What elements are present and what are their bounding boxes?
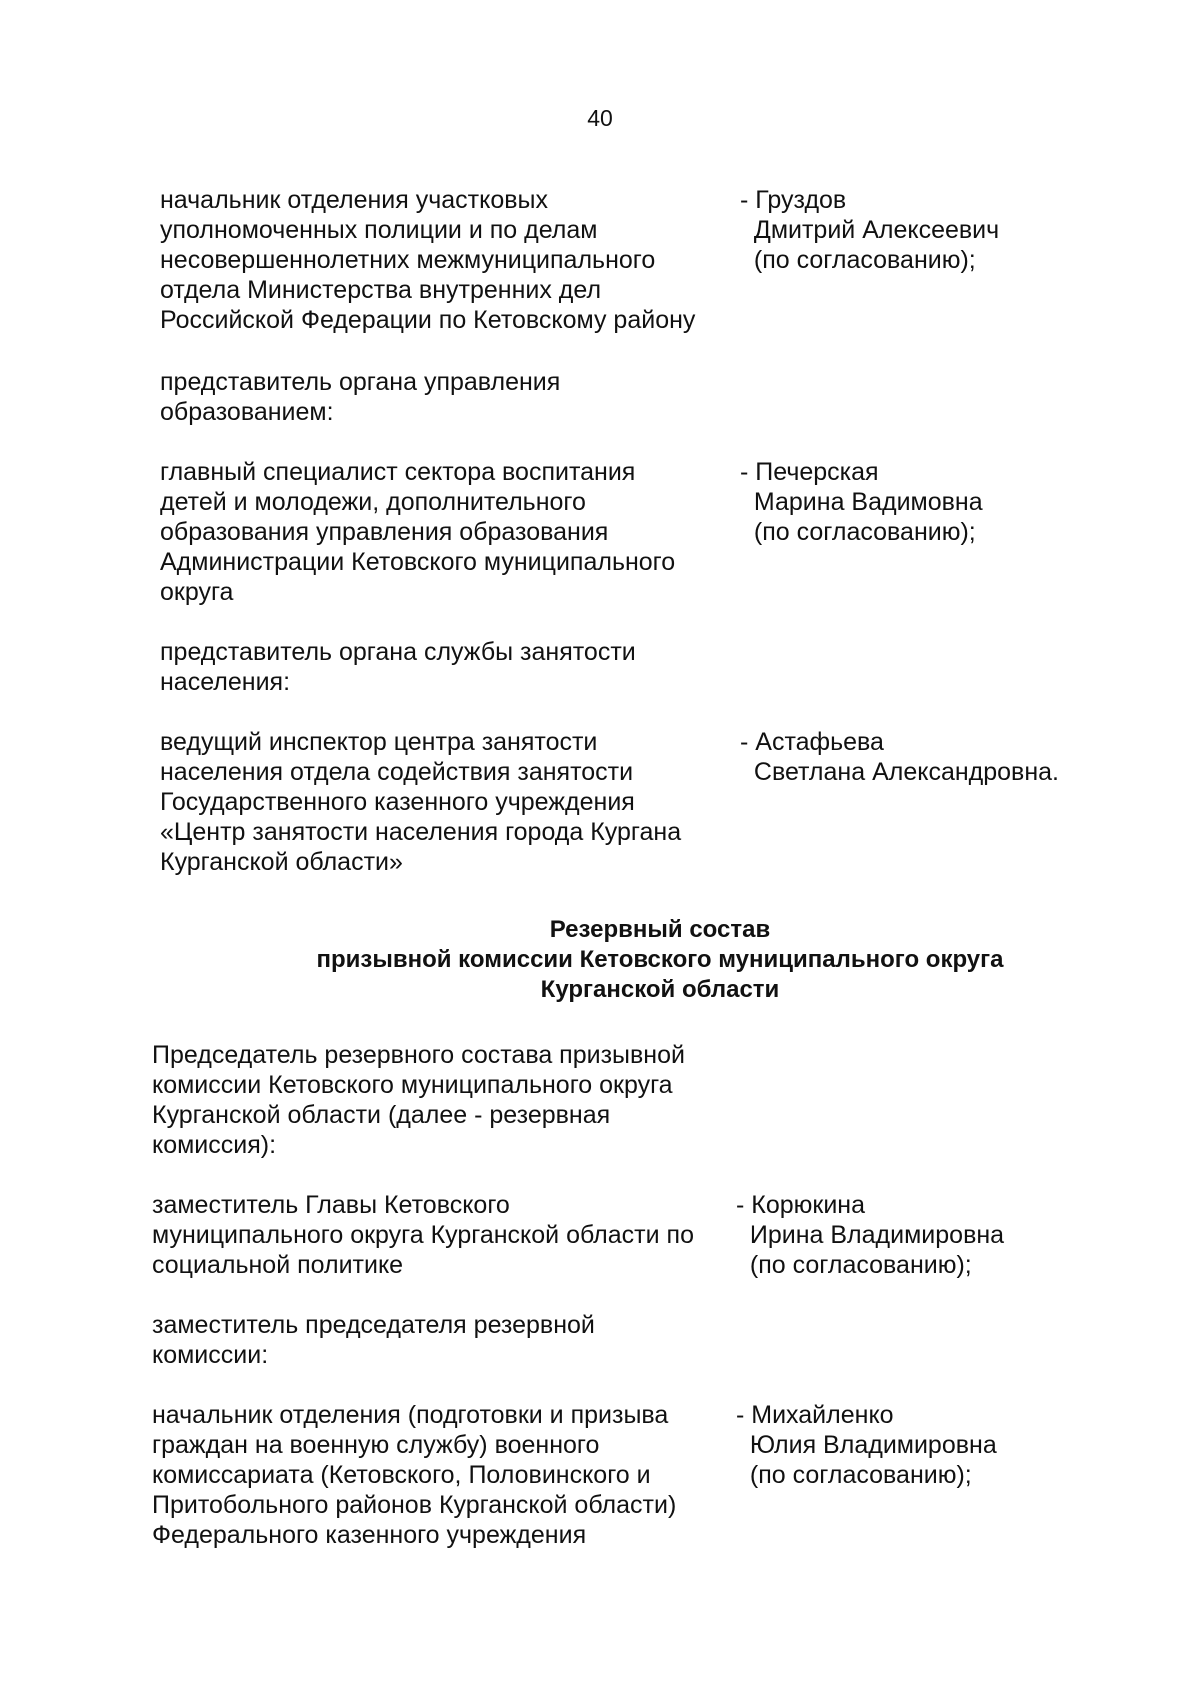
position-text: главный специалист сектора воспитания детей и молодежи, дополнительного образования управления образования Администрации Кетовского муниципального округа <box>160 458 676 606</box>
person-name: - Груздов Дмитрий Алексеевич (по согласованию); <box>740 186 1000 274</box>
position-text: ведущий инспектор центра занятости населения отдела содействия занятости Государственного казенного учреждения «Центр занятости населения города Кургана Курганской области» <box>160 728 682 876</box>
position-text: представитель органа службы занятости населения: <box>160 638 636 696</box>
page-number: 40 <box>587 105 613 131</box>
heading-line-2: призывной комиссии Кетовского муниципального округа <box>316 946 1004 973</box>
person-name: - Печерская Марина Вадимовна (по согласованию); <box>740 458 983 546</box>
section-heading <box>0 915 1200 1005</box>
position-text: начальник отделения участковых уполномоченных полиции и по делам несовершеннолетних межмуниципального отдела Министерства внутренних дел Российской Федерации по Кетовскому району <box>160 186 696 334</box>
person-name: - Михайленко Юлия Владимировна (по согласованию); <box>736 1401 997 1489</box>
heading-line-3: Курганской области <box>540 976 780 1003</box>
position-text: заместитель председателя резервной комиссии: <box>152 1311 595 1369</box>
person-name: - Астафьева Светлана Александровна. <box>740 728 1059 786</box>
position-text: заместитель Главы Кетовского муниципального округа Курганской области по социальной политике <box>152 1191 694 1279</box>
position-text: представитель органа управления образованием: <box>160 368 561 426</box>
heading-line-1: Резервный состав <box>549 916 771 943</box>
position-text: Председатель резервного состава призывной комиссии Кетовского муниципального округа Курганской области (далее - резервная комиссия): <box>152 1041 685 1159</box>
position-text: начальник отделения (подготовки и призыва граждан на военную службу) военного комиссариата (Кетовского, Половинского и Притобольного районов Курганской области) Федерального казенного учреждения <box>152 1401 677 1549</box>
person-name: - Корюкина Ирина Владимировна (по согласованию); <box>736 1191 1005 1279</box>
